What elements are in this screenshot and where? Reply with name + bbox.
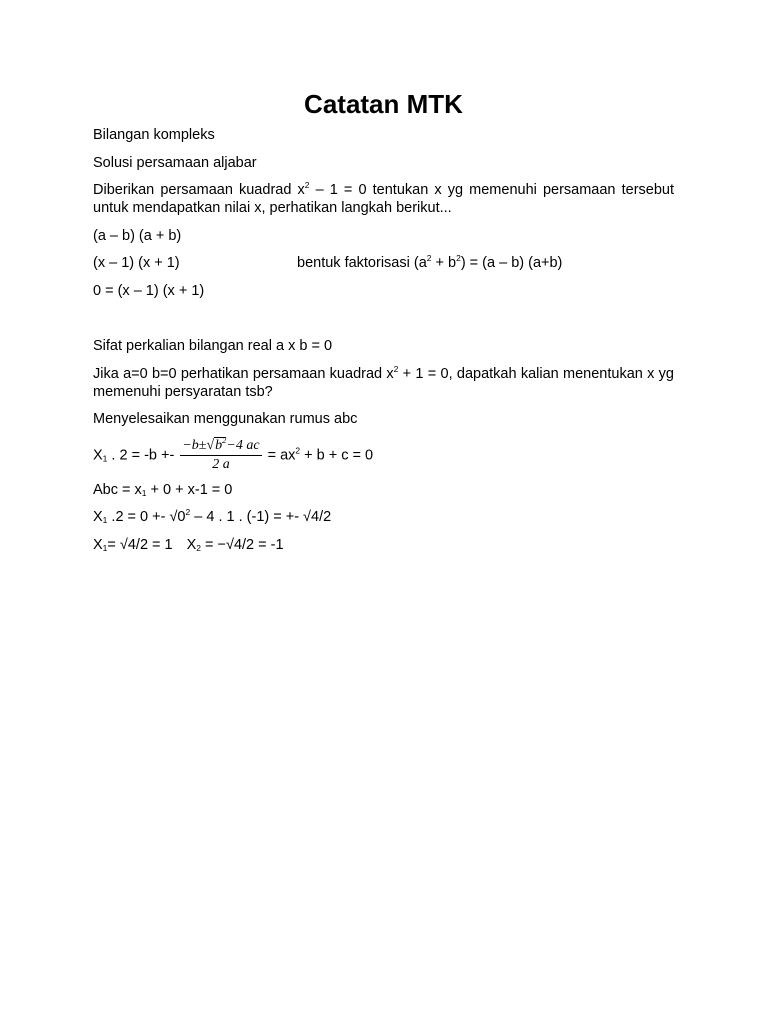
superscript: 2 (393, 363, 399, 374)
text-segment: = ax (263, 446, 296, 463)
text-segment: (x – 1) (x + 1) (93, 255, 180, 271)
text-segment: ) = (a – b) (a+b) (460, 255, 563, 271)
paragraph-jika (93, 365, 674, 401)
line-quadratic-formula (93, 434, 674, 473)
line-bilangan-kompleks: Bilangan kompleks (93, 127, 215, 143)
sqrt-sign: √ (206, 437, 215, 453)
text-segment: – 4 . 1 . (-1) = +- √4/2 (190, 509, 332, 525)
math-term: −b (182, 437, 199, 453)
text-segment: + b + c = 0 (300, 446, 374, 463)
superscript: 2 (222, 434, 227, 445)
subscript: 1 (141, 487, 147, 498)
text-segment: + 0 + x-1 = 0 (146, 481, 233, 498)
text-segment: – 1 = 0 tentukan x yg memenuhi persamaan tersebut untuk mendapatkan nilai x, perhatikan langkah berikut... (93, 182, 674, 216)
line-abc-sum (93, 481, 674, 499)
page-title: Catatan MTK (304, 89, 463, 119)
text-segment: Jika a=0 b=0 perhatikan persamaan kuadrad x (93, 365, 394, 382)
line-sifat-perkalian: Sifat perkalian bilangan real a x b = 0 (93, 338, 333, 354)
text-segment: = √4/2 = 1 (107, 536, 173, 553)
superscript: 2 (185, 507, 191, 517)
text-segment: + 1 = 0, dapatkah kalian menentukan x yg memenuhi persyaratan tsb? (93, 365, 674, 400)
document-page (93, 88, 674, 563)
subscript: 1 (102, 452, 108, 463)
subscript: 2 (196, 542, 202, 553)
text-segment: = −√4/2 = -1 (201, 536, 284, 553)
superscript: 2 (456, 253, 461, 263)
text-segment: . 2 = -b +- (107, 446, 179, 463)
line-substitution (93, 508, 674, 526)
text-segment: + b (431, 255, 457, 271)
blank-line (93, 309, 674, 337)
radicand (214, 434, 227, 453)
math-term: −4 ac (226, 437, 260, 453)
plus-minus-sign: ± (198, 437, 207, 453)
line-solutions (93, 536, 674, 554)
line-factor-x (93, 254, 674, 272)
paragraph-persamaan-kuadrad (93, 181, 674, 217)
text-segment: X (93, 509, 103, 525)
superscript: 2 (295, 444, 301, 455)
subscript: 1 (102, 542, 108, 553)
line-factor-general: (a – b) (a + b) (93, 227, 182, 244)
superscript: 2 (304, 180, 310, 190)
line-rumus-abc: Menyelesaikan menggunakan rumus abc (93, 411, 358, 427)
line-zero-product: 0 = (x – 1) (x + 1) (93, 282, 205, 299)
text-segment: X (93, 536, 103, 553)
text-segment: .2 = 0 +- √0 (107, 509, 186, 525)
text-segment: X (93, 446, 103, 463)
subscript: 1 (102, 515, 108, 525)
superscript: 2 (426, 253, 432, 263)
text-segment: X (186, 536, 197, 553)
fraction-numerator (180, 434, 261, 456)
fraction-formula (180, 434, 261, 473)
text-segment: Abc = x (93, 481, 142, 498)
line-solusi-persamaan: Solusi persamaan aljabar (93, 154, 257, 171)
fraction-denominator: 2 a (212, 456, 230, 472)
math-term: b (215, 437, 223, 453)
text-segment: Diberikan persamaan kuadrad x (93, 182, 305, 198)
text-segment: bentuk faktorisasi (a (297, 255, 427, 271)
